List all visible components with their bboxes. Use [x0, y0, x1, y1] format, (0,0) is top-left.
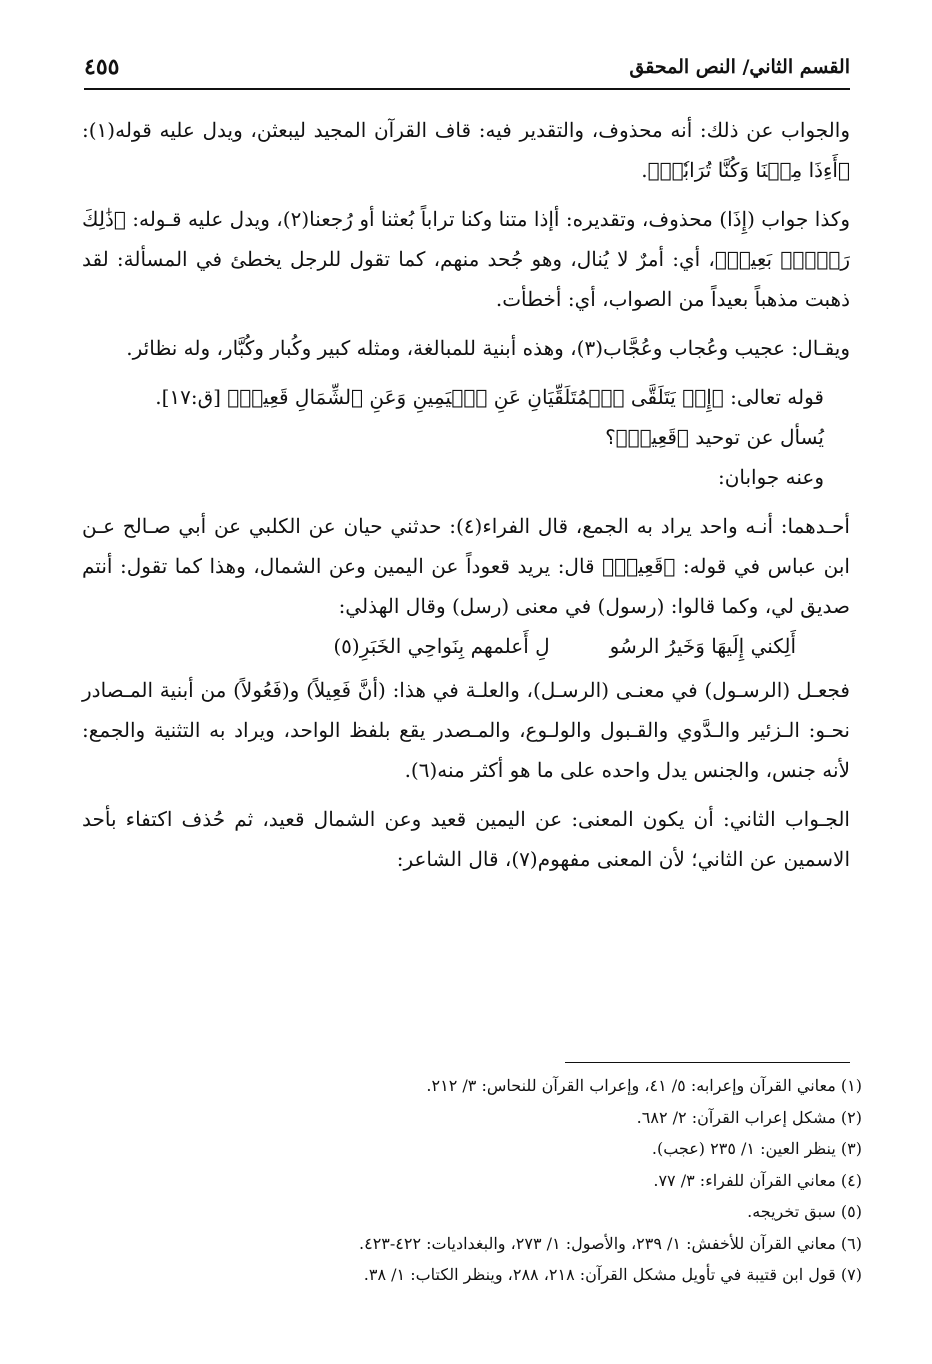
footnote: (٢) مشكل إعراب القرآن: ٢/ ٦٨٢.: [636, 1107, 862, 1127]
poetry-verse: [82, 626, 850, 666]
paragraph: ويقـال: عجيب وعُجاب وعُجَّاب(٣)، وهذه أبنية للمبالغة، ومثله كبير وكُبار وكُبَّار، وله نظائر.: [126, 336, 850, 360]
footnote: (١) معاني القرآن وإعرابه: ٥/ ٤١، وإعراب القرآن للنحاس: ٣/ ٢١٢.: [426, 1076, 862, 1095]
header-title: القسم الثاني/ النص المحقق: [629, 56, 850, 78]
paragraph: وكذا جواب (إِذَا) محذوف، وتقديره: أإذا متنا وكنا تراباً بُعثنا أو رُجعنا(٢)، ويدل عليه قـوله: ﴿ذَٰلِكَ رَجۡعُۢ بَعِيدٞ﴾، أي: أمرٌ لا يُنال، وهو جُحد منهم، كما تقول للرجل يخطئ في المسألة: لقد ذهبت مذهباً بعيداً من الصواب، أي: أخطأت.: [82, 207, 851, 311]
paragraph: يُسأل عن توحيد ﴿قَعِيدٞ﴾؟: [605, 425, 824, 449]
main-text: [82, 110, 850, 888]
paragraph: والجواب عن ذلك: أنه محذوف، والتقدير فيه: قاف القرآن المجيد لیبعثن، ويدل عليه قوله(١): ﴿أَءِذَا مِتۡنَا وَكُنَّا تُرَابٗاۖ﴾.: [82, 118, 850, 182]
footnote: (٧) قول ابن قتيبة في تأويل مشكل القرآن: ٢١٨، ٢٨٨، وينظر الكتاب: ١/ ٣٨.: [363, 1265, 862, 1284]
footnote-separator: [565, 1062, 850, 1063]
paragraph: قوله تعالى: ﴿إِذۡ يَتَلَقَّى ٱلۡمُتَلَقِّيَانِ عَنِ ٱلۡيَمِينِ وَعَنِ ٱلشِّمَالِ قَعِيدٞ﴾ [ق:١٧].: [155, 385, 824, 409]
verse-first-hemistich: أَلِكني إِلَيهَا وَخَيرُ الرسُو: [609, 634, 796, 658]
footnotes: [82, 1070, 862, 1291]
verse-second-hemistich: لِ أَعلمهم بِنَواحِي الخَبَرِ(٥): [333, 634, 550, 658]
paragraph: وعنه جوابان:: [717, 465, 824, 489]
footnote: (٥) سبق تخريجه.: [747, 1202, 862, 1221]
footnote: (٤) معاني القرآن للفراء: ٣/ ٧٧.: [653, 1170, 862, 1190]
paragraph: أحـدهما: أنـه واحد يراد به الجمع، قال الفراء(٤): حدثني حيان عن الكلبي عن أبي صـالح عـن ابن عباس في قوله: ﴿قَعِيدٞ﴾ قال: يريد قعوداً عن اليمين وعن الشمال، وهذا كما تقول: أنتم صديق لي، وكما قالوا: (رسول) في معنى (رسل) وقال الهذلي:: [82, 514, 850, 618]
paragraph: الجـواب الثاني: أن يكون المعنى: عن اليمين قعيد وعن الشمال قعيد، ثم حُذف اكتفاء بأحد الاسمين عن الثاني؛ لأن المعنى مفهوم(٧)، قال الشاعر:: [82, 807, 850, 871]
footnote: (٣) ينظر العين: ١/ ٢٣٥ (عجب).: [651, 1139, 862, 1158]
page-number: ٤٥٥: [84, 54, 120, 80]
paragraph: فجعـل (الرسـول) في معنـى (الرسـل)، والعلـة في هذا: (أنَّ فَعِيلاً) و(فَعُولاً) من أبنية المـصادر نحـو: الـزئير والـدَّوي والقـبول والولـوع، والمـصدر يقع بلفظ الواحد، ويراد به التثنية والجمع: لأنه جنس، والجنس يدل واحده على ما هو أكثر منه(٦).: [82, 678, 850, 782]
running-header: [84, 52, 850, 90]
footnote: (٦) معاني القرآن للأخفش: ١/ ٢٣٩، والأصول: ١/ ٢٧٣، والبغداديات: ٤٢٢-٤٢٣.: [359, 1233, 862, 1253]
